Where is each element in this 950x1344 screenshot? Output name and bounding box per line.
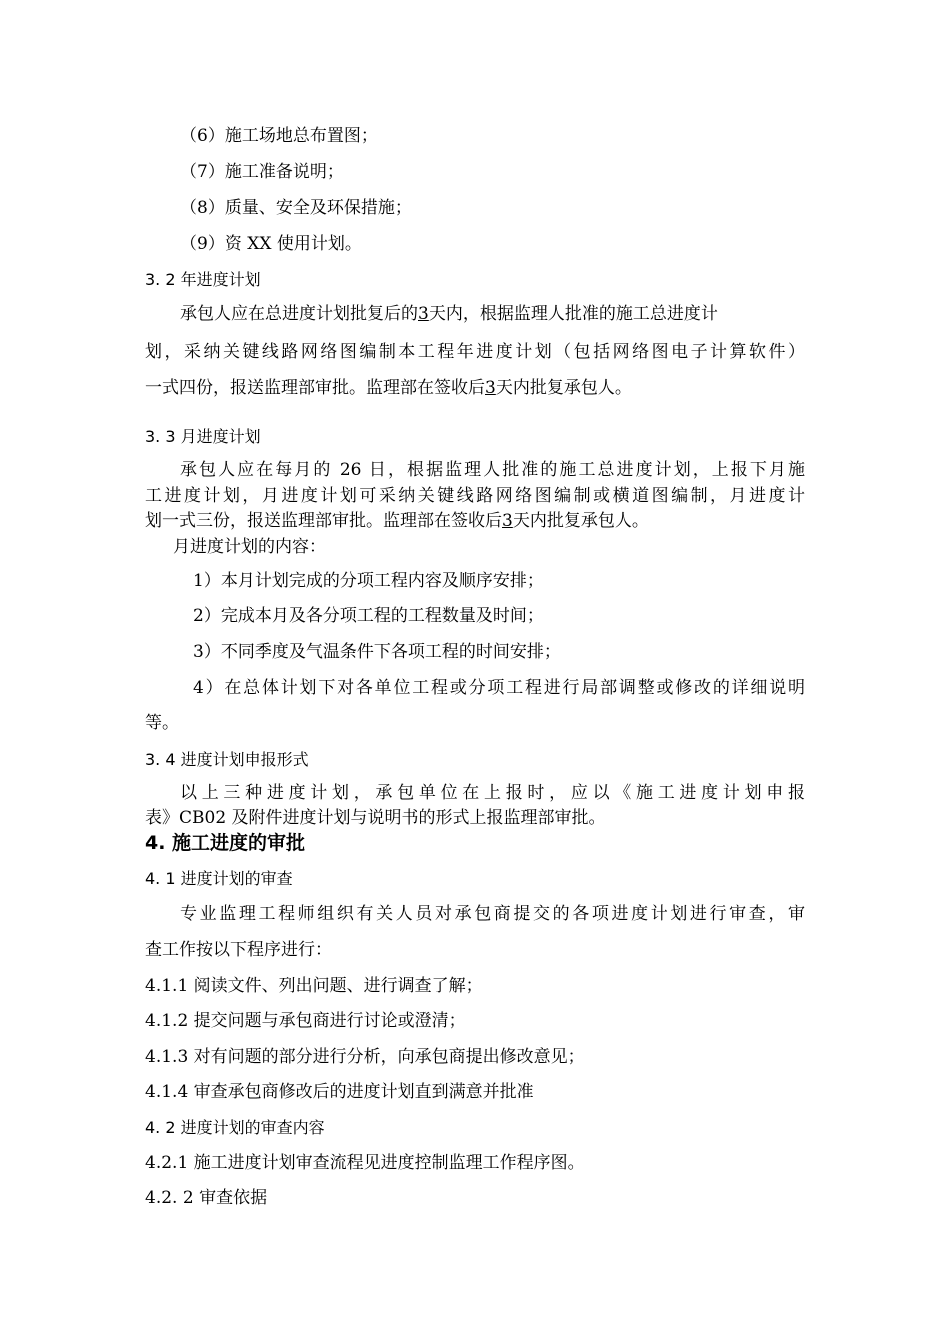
section-heading-3-2: 3. 2 年进度计划 xyxy=(145,270,261,289)
chapter-heading-4: 4. 施工进度的审批 xyxy=(145,832,306,854)
text-span: 承包人应在总进度计划批复后的 xyxy=(180,304,418,324)
text-span: 天内批复承包人。 xyxy=(495,378,632,398)
paragraph-line: 专业监理工程师组织有关人员对承包商提交的各项进度计划进行审查，审 xyxy=(180,904,805,924)
list-item: 4.2.1 施工进度计划审查流程见进度控制监理工作程序图。 xyxy=(145,1153,585,1173)
list-item: 4.2. 2 审查依据 xyxy=(145,1188,268,1208)
underlined-number: 3 xyxy=(418,304,429,324)
list-item: 4.1.2 提交问题与承包商进行讨论或澄清； xyxy=(145,1011,466,1031)
paragraph-line: 承包人应在每月的 26 日，根据监理人批准的施工总进度计划，上报下月施 xyxy=(180,460,805,480)
list-item-9: （9）资 XX 使用计划。 xyxy=(180,234,362,254)
paragraph-line: 等。 xyxy=(145,713,179,733)
list-item: 4.1.1 阅读文件、列出问题、进行调查了解； xyxy=(145,976,483,996)
paragraph-line: 月进度计划的内容： xyxy=(173,537,326,557)
paragraph-line xyxy=(145,511,649,531)
text-span: 一式四份，报送监理部审批。监理部在签收后 xyxy=(145,378,485,398)
underlined-number: 3 xyxy=(485,378,496,398)
list-item-6: （6）施工场地总布置图； xyxy=(180,126,378,146)
paragraph-line: 以上三种进度计划，承包单位在上报时，应以《施工进度计划申报 xyxy=(180,783,805,803)
list-item: 3）不同季度及气温条件下各项工程的时间安排； xyxy=(193,642,561,662)
paragraph-line: 表》CB02 及附件进度计划与说明书的形式上报监理部审批。 xyxy=(145,808,606,828)
list-item: 4）在总体计划下对各单位工程或分项工程进行局部调整或修改的详细说明 xyxy=(193,678,805,698)
section-heading-3-3: 3. 3 月进度计划 xyxy=(145,427,261,446)
paragraph-line: 查工作按以下程序进行： xyxy=(145,940,332,960)
paragraph-line: 工进度计划，月进度计划可采纳关键线路网络图编制或横道图编制，月进度计 xyxy=(145,486,805,506)
list-item-8: （8）质量、安全及环保措施； xyxy=(180,198,412,218)
paragraph-line xyxy=(145,378,632,398)
section-heading-4-2: 4. 2 进度计划的审查内容 xyxy=(145,1118,325,1137)
list-item: 2）完成本月及各分项工程的工程数量及时间； xyxy=(193,606,544,626)
section-heading-3-4: 3. 4 进度计划申报形式 xyxy=(145,750,309,769)
text-span: 划一式三份，报送监理部审批。监理部在签收后 xyxy=(145,511,502,531)
paragraph-line xyxy=(180,304,718,324)
list-item: 4.1.3 对有问题的部分进行分析，向承包商提出修改意见； xyxy=(145,1047,585,1067)
text-span: 天内，根据监理人批准的施工总进度计 xyxy=(428,304,718,324)
text-span: 天内批复承包人。 xyxy=(512,511,649,531)
paragraph-line: 划，采纳关键线路网络图编制本工程年进度计划（包括网络图电子计算软件） xyxy=(145,342,805,362)
list-item-7: （7）施工准备说明； xyxy=(180,162,344,182)
list-item: 4.1.4 审查承包商修改后的进度计划直到满意并批准 xyxy=(145,1082,534,1102)
list-item: 1）本月计划完成的分项工程内容及顺序安排； xyxy=(193,571,544,591)
underlined-number: 3 xyxy=(502,511,513,531)
section-heading-4-1: 4. 1 进度计划的审查 xyxy=(145,869,293,888)
